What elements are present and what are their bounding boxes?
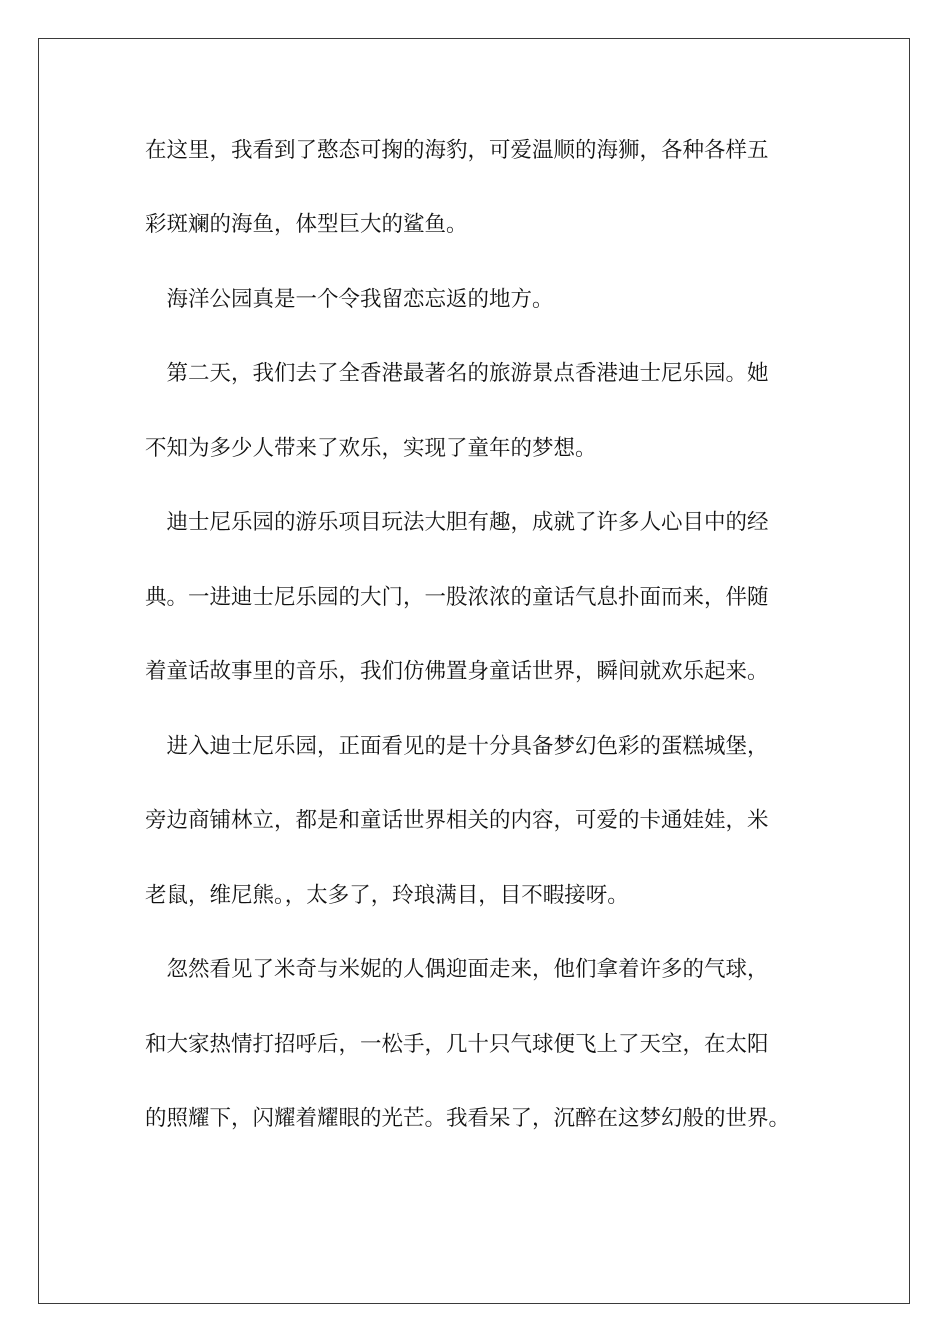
text-line: 海洋公园真是一个令我留恋忘返的地方。 <box>145 287 554 312</box>
text-line: 老鼠，维尼熊。，太多了，玲琅满目，目不暇接呀。 <box>145 883 629 908</box>
text-line: 着童话故事里的音乐，我们仿佛置身童话世界，瞬间就欢乐起来。 <box>145 659 769 684</box>
text-line: 的照耀下，闪耀着耀眼的光芒。我看呆了，沉醉在这梦幻般的世界。 <box>145 1106 791 1131</box>
text-line: 典。一进迪士尼乐园的大门，一股浓浓的童话气息扑面而来，伴随 <box>145 585 769 610</box>
text-line: 进入迪士尼乐园，正面看见的是十分具备梦幻色彩的蛋糕城堡， <box>145 734 769 759</box>
text-line: 旁边商铺林立，都是和童话世界相关的内容，可爱的卡通娃娃，米 <box>145 808 769 833</box>
text-line: 在这里，我看到了憨态可掬的海豹，可爱温顺的海狮，各种各样五 <box>145 138 769 163</box>
text-line: 和大家热情打招呼后，一松手，几十只气球便飞上了天空，在太阳 <box>145 1032 769 1057</box>
text-line: 迪士尼乐园的游乐项目玩法大胆有趣，成就了许多人心目中的经 <box>145 510 769 535</box>
text-line: 彩斑斓的海鱼，体型巨大的鲨鱼。 <box>145 212 468 237</box>
text-line: 忽然看见了米奇与米妮的人偶迎面走来，他们拿着许多的气球， <box>145 957 769 982</box>
text-line: 不知为多少人带来了欢乐，实现了童年的梦想。 <box>145 436 597 461</box>
text-line: 第二天，我们去了全香港最著名的旅游景点香港迪士尼乐园。她 <box>145 361 769 386</box>
